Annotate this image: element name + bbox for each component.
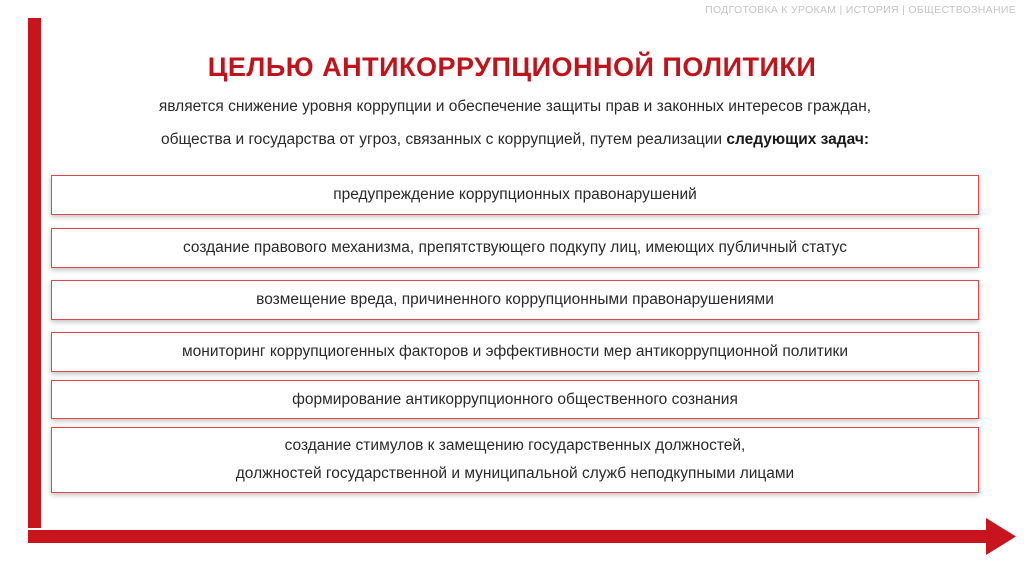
task-text-line-2: должностей государственной и муниципальной служб неподкупными лицами: [235, 465, 795, 482]
intro-line-1: является снижение уровня коррупции и обеспечение защиты прав и законных интересов граждан,: [158, 98, 872, 115]
task-text: возмещение вреда, причиненного коррупционными правонарушениями: [256, 291, 774, 308]
task-box: [51, 427, 979, 493]
task-text-line-1: создание стимулов к замещению государственных должностей,: [284, 437, 746, 454]
task-text: создание правового механизма, препятствующего подкупу лиц, имеющих публичный статус: [182, 239, 848, 256]
task-box: [51, 228, 979, 268]
intro-text: [60, 90, 970, 156]
task-text: предупреждение коррупционных правонарушений: [333, 186, 697, 203]
task-text: формирование антикоррупционного общественного сознания: [292, 390, 738, 408]
intro-line-2-text: общества и государства от угроз, связанных с коррупцией, путем реализации: [160, 131, 727, 148]
intro-line-2-emphasis: следующих задач:: [726, 131, 870, 148]
task-box: [51, 280, 979, 320]
frame-arrow: [28, 515, 1024, 574]
task-text: [236, 432, 794, 488]
breadcrumb: ПОДГОТОВКА К УРОКАМ | ИСТОРИЯ | ОБЩЕСТВОЗНАНИЕ: [705, 4, 1016, 16]
task-text: мониторинг коррупциогенных факторов и эффективности мер антикоррупционной политики: [182, 343, 848, 360]
page-title: ЦЕЛЬЮ АНТИКОРРУПЦИОННОЙ ПОЛИТИКИ: [207, 52, 817, 82]
task-box: [51, 175, 979, 215]
frame-vertical-bar: [28, 18, 41, 528]
intro-line-2: [60, 123, 970, 156]
task-box: [51, 380, 979, 419]
task-box: [51, 332, 979, 372]
